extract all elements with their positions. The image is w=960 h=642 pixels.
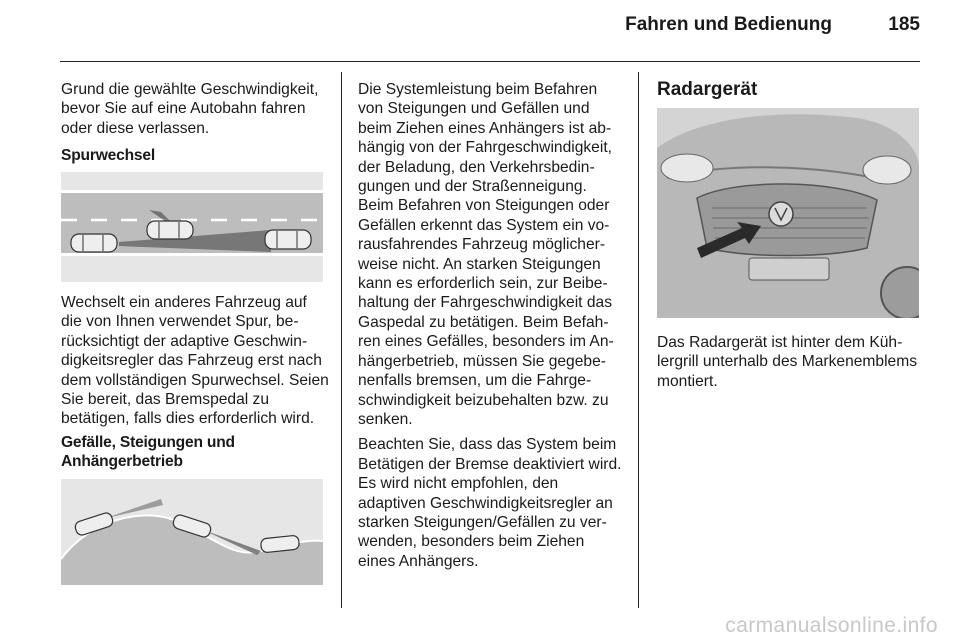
middle-paragraph-1: Die Systemleistung beim Befahren von Steigungen und Gefällen und beim Ziehen eines Anhängers ist abhängig von der Fahrgeschwindigkeit, der Beladung, den Verkehrsbedingungen und der Straßenneigung. Beim Befahren von Steigungen oder Gefällen erkennt das System ein vorausfahrendes Fahrzeug möglicherweise nicht. An starken Steigungen kann es erforderlich sein, zur Beibehaltung der Fahrgeschwindigkeit das Gaspedal zu betätigen. Beim Befahren eines Gefälles, besonders im Anhängerbetrieb, müssen Sie gegebenenfalls bremsen, um die Fahrgeschwindigkeit beizubehalten bzw. zu senken. (358, 81, 614, 428)
heading-slopes-line2: Anhängerbetrieb (61, 453, 183, 471)
slopes-illustration (61, 479, 323, 585)
lane-change-illustration (61, 172, 323, 282)
page-number: 185 (888, 14, 920, 35)
heading-slopes-line1: Gefälle, Steigungen und (61, 434, 235, 451)
middle-paragraph-2: Beachten Sie, dass das System beim Betätigen der Bremse deaktiviert wird. Es wird nicht empfohlen, den adaptiven Geschwindigkeitsregler an starken Steigungen/Gefällen zu verwenden, besonders beim Ziehen eines Anhängers. (358, 436, 622, 570)
intro-paragraph: Grund die gewählte Geschwindigkeit, bevor Sie auf eine Autobahn fahren oder diese verlassen. (61, 81, 319, 137)
radar-illustration (657, 108, 919, 318)
header-divider (60, 61, 920, 62)
middle-column (358, 80, 624, 571)
heading-slopes (61, 433, 329, 472)
watermark: carmanualsonline.info (725, 614, 938, 637)
heading-lane-change: Spurwechsel (61, 147, 155, 164)
radar-text: Das Radargerät ist hinter dem Kühlergrill unterhalb des Markenemblems montiert. (657, 334, 918, 390)
heading-radar: Radargerät (657, 79, 758, 100)
left-column (61, 80, 325, 138)
column-divider-right (638, 72, 639, 608)
lane-change-text: Wechselt ein anderes Fahrzeug auf die von Ihnen verwendet Spur, berücksichtigt der adaptive Geschwindigkeitsregler das Fahrzeug erst nach dem vollständigen Spurwechsel. Seien Sie bereit, das Bremspedal zu betätigen, falls dies erforderlich wird. (61, 294, 329, 428)
section-title: Fahren und Bedienung (625, 14, 832, 35)
column-divider-left (341, 72, 342, 608)
